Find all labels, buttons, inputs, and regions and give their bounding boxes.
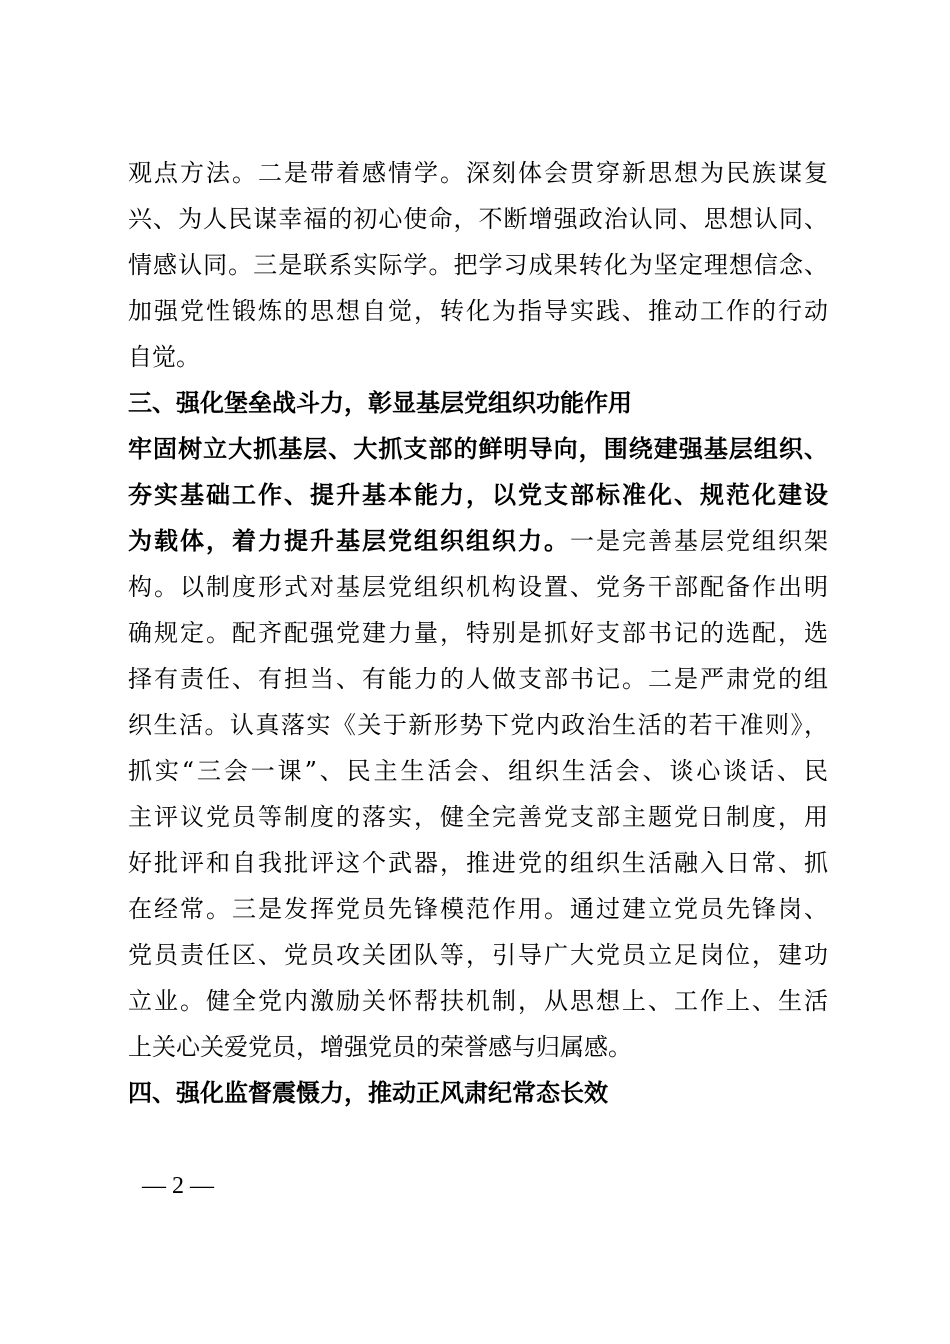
bold-lead-segment: 为载体，着力提升基层党组织组织力。 [128,527,570,555]
paragraph-line: 立业。健全党内激励关怀帮扶机制，从思想上、工作上、生活 [128,987,828,1015]
bold-lead-line: 牢固树立大抓基层、大抓支部的鲜明导向，围绕建强基层组织、 [128,435,828,463]
paragraph-line: 上关心关爱党员，增强党员的荣誉感与归属感。 [128,1033,632,1061]
paragraph-line: 观点方法。二是带着感情学。深刻体会贯穿新思想为民族谋复 [128,159,828,187]
paragraph-line: 情感认同。三是联系实际学。把学习成果转化为坚定理想信念、 [128,251,828,279]
section-heading-3: 三、强化堡垒战斗力，彰显基层党组织功能作用 [128,389,632,417]
body-text [128,150,828,1116]
paragraph-line: 好批评和自我批评这个武器，推进党的组织生活融入日常、抓 [128,849,828,877]
bold-lead-line: 夯实基础工作、提升基本能力，以党支部标准化、规范化建设 [128,481,828,509]
page-number: — 2 — [142,1173,214,1199]
paragraph-line: 织生活。认真落实《关于新形势下党内政治生活的若干准则》， [128,711,828,739]
section-heading-4: 四、强化监督震慑力，推动正风肃纪常态长效 [128,1079,608,1107]
paragraph-line: 主评议党员等制度的落实，健全完善党支部主题党日制度，用 [128,803,828,831]
paragraph-line: 构。以制度形式对基层党组织机构设置、党务干部配备作出明 [128,573,828,601]
regular-segment: 一是完善基层党组织架 [570,527,828,555]
mixed-line [128,518,828,564]
paragraph-line: 自觉。 [128,343,200,371]
paragraph-line: 加强党性锻炼的思想自觉，转化为指导实践、推动工作的行动 [128,297,828,325]
paragraph-line: 在经常。三是发挥党员先锋模范作用。通过建立党员先锋岗、 [128,895,828,923]
paragraph-line: 抓实“三会一课”、民主生活会、组织生活会、谈心谈话、民 [128,757,828,785]
paragraph-line: 党员责任区、党员攻关团队等，引导广大党员立足岗位，建功 [128,941,828,969]
paragraph-line: 确规定。配齐配强党建力量，特别是抓好支部书记的选配，选 [128,619,828,647]
paragraph-line: 择有责任、有担当、有能力的人做支部书记。二是严肃党的组 [128,665,828,693]
paragraph-line: 兴、为人民谋幸福的初心使命，不断增强政治认同、思想认同、 [128,205,828,233]
